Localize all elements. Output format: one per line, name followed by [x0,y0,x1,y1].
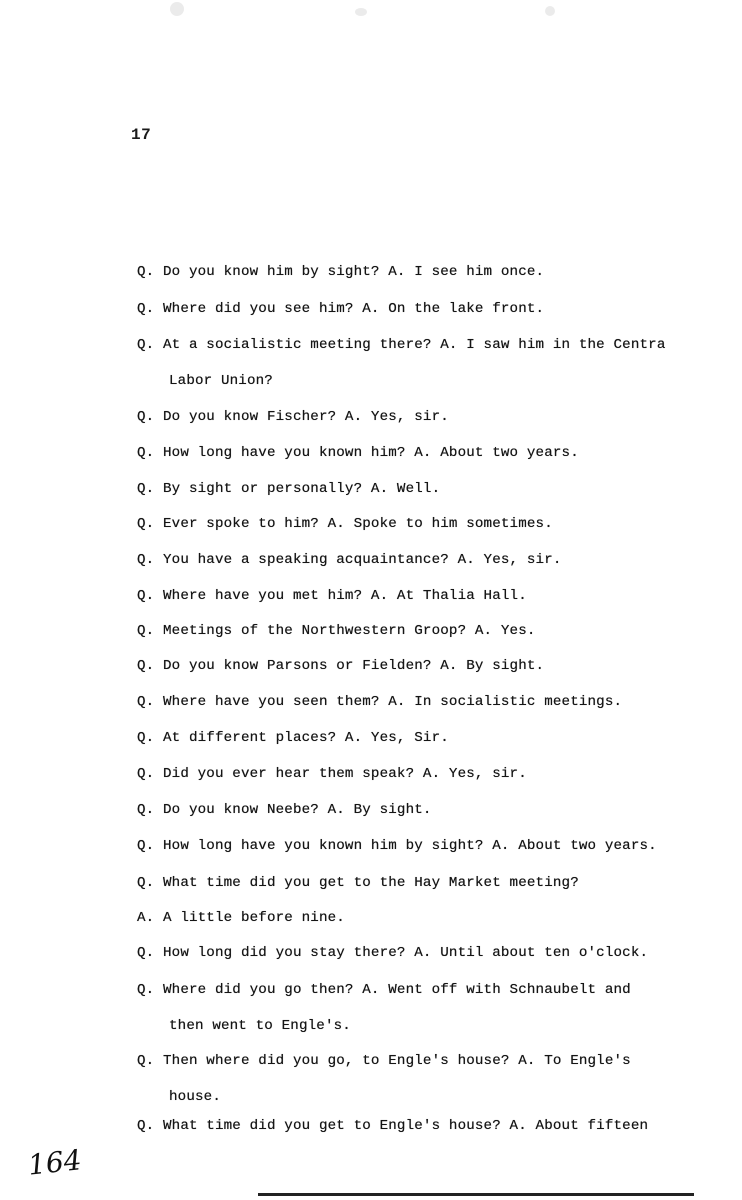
paper-smudge [545,6,555,16]
transcript-line: A. A little before nine. [137,910,345,926]
transcript-line: Q. Do you know Fischer? A. Yes, sir. [137,409,449,425]
transcript-line: house. [169,1089,221,1105]
paper-smudge [170,2,184,16]
transcript-line: Q. What time did you get to Engle's house? A. About fifteen [137,1118,649,1134]
transcript-line: Q. Ever spoke to him? A. Spoke to him sometimes. [137,516,553,532]
transcript-line: Q. Do you know Parsons or Fielden? A. By sight. [137,658,545,674]
transcript-line: Q. Where have you met him? A. At Thalia Hall. [137,588,527,604]
transcript-line: Q. Where have you seen them? A. In socialistic meetings. [137,694,623,710]
bottom-rule [258,1193,694,1196]
transcript-line: Q. How long have you known him by sight? A. About two years. [137,838,657,854]
paper-smudge [355,8,367,16]
transcript-line: Q. Where did you see him? A. On the lake front. [137,301,545,317]
transcript-line: Q. Then where did you go, to Engle's house? A. To Engle's [137,1053,631,1069]
transcript-line: Q. At a socialistic meeting there? A. I saw him in the Centra [137,337,666,353]
transcript-line: Q. Did you ever hear them speak? A. Yes, sir. [137,766,527,782]
transcript-line: Q. By sight or personally? A. Well. [137,481,441,497]
transcript-line: Q. Where did you go then? A. Went off with Schnaubelt and [137,982,631,998]
transcript-line: Labor Union? [169,373,273,389]
handwritten-page-note: 164 [26,1143,84,1182]
transcript-line: Q. What time did you get to the Hay Market meeting? [137,875,579,891]
page-number: 17 [131,126,152,144]
transcript-line: Q. At different places? A. Yes, Sir. [137,730,449,746]
transcript-line: Q. Do you know Neebe? A. By sight. [137,802,432,818]
transcript-line: Q. How long did you stay there? A. Until about ten o'clock. [137,945,649,961]
transcript-line: Q. Do you know him by sight? A. I see him once. [137,264,545,280]
transcript-line: Q. Meetings of the Northwestern Groop? A. Yes. [137,623,536,639]
transcript-line: then went to Engle's. [169,1018,351,1034]
transcript-line: Q. How long have you known him? A. About two years. [137,445,579,461]
transcript-line: Q. You have a speaking acquaintance? A. Yes, sir. [137,552,562,568]
